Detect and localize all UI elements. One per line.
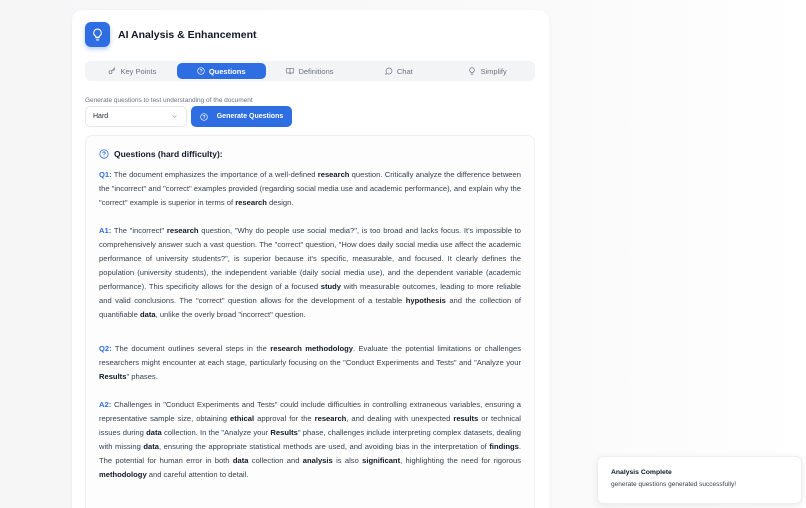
text-segment: The "incorrect" (111, 226, 167, 235)
highlighted-term: study (320, 282, 342, 291)
item-label: Q1: (99, 170, 112, 179)
highlighted-term: results (453, 414, 479, 423)
tab-label: Definitions (298, 66, 334, 76)
text-segment: design. (266, 198, 294, 207)
text-segment: and careful attention to detail. (146, 470, 249, 479)
analysis-panel (72, 10, 549, 508)
toast-title: Analysis Complete (611, 469, 672, 476)
tab-label: Questions (208, 66, 246, 76)
text-segment: Challenges in "Conduct Experiments and Tests" could include difficulties in controlling extraneous variables, ensuring a representative sample size, obtaining (99, 400, 521, 423)
highlighted-term: analysis (302, 456, 333, 465)
text-segment: The document outlines several steps in the (111, 344, 271, 353)
question-circle-icon (99, 149, 109, 159)
difficulty-select[interactable] (85, 106, 187, 127)
item-label: A2: (99, 400, 112, 409)
highlighted-term: data (146, 428, 162, 437)
lightbulb-icon (85, 22, 110, 47)
text-segment: , ensuring the appropriate statistical methods are used, and avoiding bias in the interpretation of (158, 442, 490, 451)
answer-2 (99, 398, 521, 482)
text-segment: approval for the (254, 414, 315, 423)
text-segment: with measurable outcomes, leading to more reliable and valid conclusions. The "correct" question allows for the development of a testable (99, 282, 521, 305)
highlighted-term: data (143, 442, 159, 451)
text-segment: , and dealing with unexpected (346, 414, 454, 423)
highlighted-term: ethical (230, 414, 255, 423)
highlighted-term: Results (99, 372, 127, 381)
tab-key-points[interactable] (88, 63, 177, 79)
question-circle-icon (197, 67, 205, 75)
text-segment: collection. In the "Analyze your (161, 428, 271, 437)
tab-bar (85, 61, 535, 81)
generate-label: Generate Questions (216, 113, 284, 120)
question-2 (99, 342, 521, 384)
text-segment: , unlike the overly broad "incorrect" question. (155, 310, 306, 319)
text-segment: " phase, challenges include interpreting complex datasets, dealing with missing (99, 428, 521, 451)
questions-result (85, 135, 535, 508)
highlighted-term: research (314, 414, 347, 423)
question-controls (85, 106, 292, 127)
text-segment: question. Critically analyze the difference between the "incorrect" and "correct" examples provided (regarding social media use and academic performance), and explain why the "correct" example is superior in terms of (99, 170, 521, 207)
highlighted-term: methodology (99, 470, 147, 479)
tab-questions[interactable] (177, 63, 266, 79)
text-segment: and the collection of quantifiable (99, 296, 521, 319)
tab-chat[interactable] (354, 63, 443, 79)
tab-simplify[interactable] (443, 63, 532, 79)
tab-definitions[interactable] (266, 63, 355, 79)
highlighted-term: research (317, 170, 350, 179)
highlighted-term: research (235, 198, 267, 207)
chat-bubble-icon (385, 67, 393, 75)
panel-header (85, 22, 256, 47)
tab-label: Chat (396, 66, 413, 76)
text-segment: , highlighting the need for rigorous (400, 456, 521, 465)
highlighted-term: findings (489, 442, 519, 451)
text-segment: question, "Why do people use social media?", is too broad and lacks focus. It's impossible to comprehensively answer such a vast question. The "correct" question, "How does daily social media use affect the academic performance of university students?", is superior because it's specific, measurable, and focused. It clearly defines the population (university students), the independent variable (daily social media use), and the dependent variable (academic performance). This specificity allows for the design of a focused (99, 226, 521, 291)
toast-message: generate questions generated successfully! (611, 481, 737, 488)
item-label: A1: (99, 226, 112, 235)
highlighted-term: research methodology (270, 344, 353, 353)
text-segment: is also (332, 456, 363, 465)
highlighted-term: Results (270, 428, 298, 437)
difficulty-value: Hard (93, 113, 109, 120)
text-segment: collection and (248, 456, 303, 465)
text-segment: . The potential for human error in both (99, 442, 521, 465)
highlighted-term: data (139, 310, 156, 319)
key-icon (108, 67, 116, 75)
text-segment: . Evaluate the potential limitations or challenges researchers might encounter at each stage, particularly focusing on the "Conduct Experiments and Tests" and "Analyze your (99, 344, 521, 367)
highlighted-term: research (166, 226, 199, 235)
text-segment: " phases. (126, 372, 158, 381)
answer-1 (99, 224, 521, 322)
tab-description: Generate questions to test understanding of the document (85, 97, 253, 104)
generate-questions-button[interactable] (191, 106, 292, 127)
highlighted-term: significant (362, 456, 401, 465)
result-heading-text: Questions (hard difficulty): (114, 149, 223, 159)
highlighted-term: data (232, 456, 249, 465)
highlighted-term: hypothesis (405, 296, 446, 305)
text-segment: The document emphasizes the importance of a well-defined (111, 170, 318, 179)
book-icon (286, 67, 294, 75)
panel-title: AI Analysis & Enhancement (118, 28, 257, 41)
toast-notification (597, 456, 802, 504)
question-circle-icon (200, 113, 208, 121)
tab-label: Simplify (480, 66, 507, 76)
result-heading (99, 149, 521, 159)
chevron-down-icon (171, 113, 178, 120)
tab-label: Key Points (120, 66, 157, 76)
question-1 (99, 168, 521, 210)
text-segment: or technical issues during (99, 414, 521, 437)
lightbulb-icon (468, 67, 476, 75)
item-label: Q2: (99, 344, 112, 353)
